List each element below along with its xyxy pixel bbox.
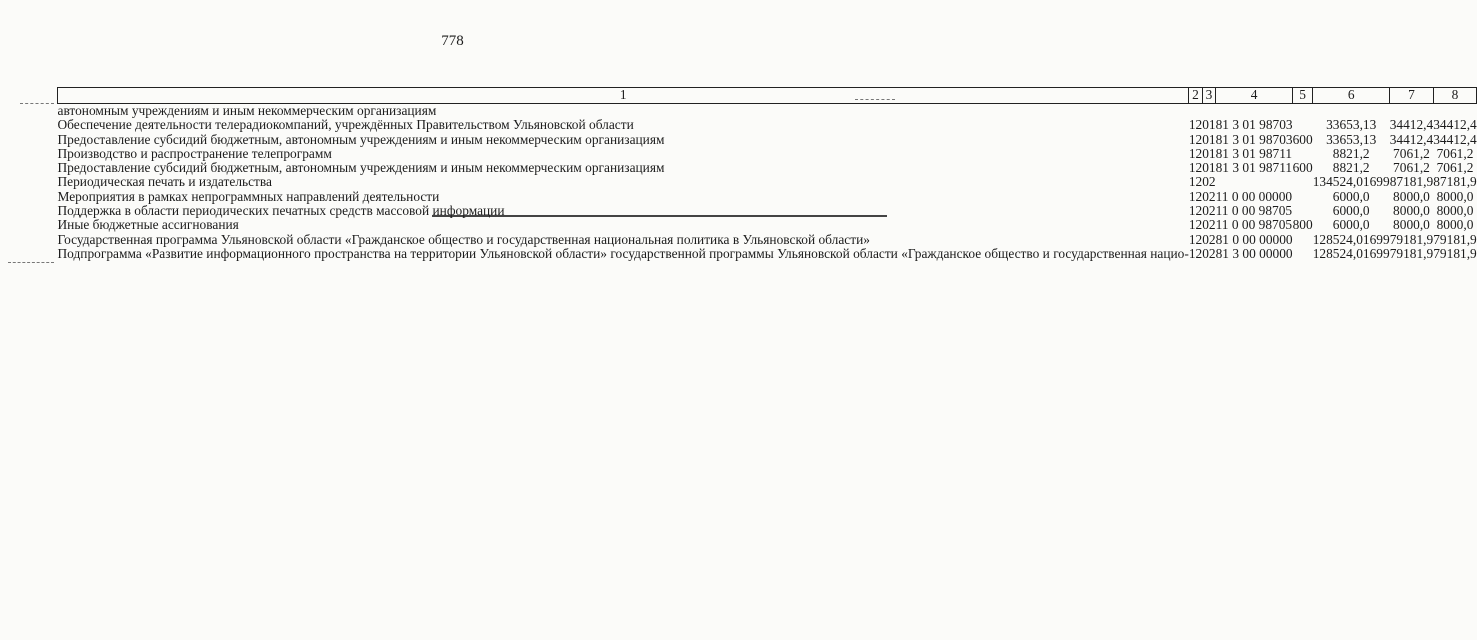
table-row	[58, 175, 1477, 189]
row-section: 12	[1188, 160, 1203, 176]
page-number: 778	[441, 33, 464, 49]
table-row	[58, 147, 1477, 161]
row-amount-2	[1390, 104, 1434, 119]
row-amount-2: 7061,2	[1393, 145, 1430, 161]
row-name: Предоставление субсидий бюджетным, автономным учреждениям и иным некоммерческим организациям	[57, 160, 665, 176]
row-target-code: 81 3 01 98703	[1215, 117, 1293, 133]
row-amount-3: 8000,0	[1436, 217, 1474, 233]
table-row	[58, 161, 1477, 175]
row-section: 12	[1188, 174, 1203, 190]
table-row	[58, 204, 1477, 218]
row-amount-2: 79181,9	[1389, 231, 1434, 247]
row-section: 12	[1188, 203, 1203, 219]
row-amount-2: 79181,9	[1389, 245, 1434, 261]
row-section: 12	[1188, 217, 1203, 233]
header-row	[58, 88, 1477, 104]
header-col-8: 8	[1433, 88, 1477, 104]
table-row	[58, 218, 1477, 232]
row-amount-3: 34412,4	[1433, 117, 1477, 133]
row-name: автономным учреждениям и иным некоммерческим организациям	[57, 103, 437, 118]
row-subsection: 02	[1202, 188, 1216, 204]
row-subsection: 02	[1202, 231, 1216, 247]
row-section: 12	[1188, 245, 1203, 261]
table-row	[58, 233, 1477, 247]
row-expense-type	[1293, 247, 1313, 261]
row-expense-type	[1293, 233, 1313, 247]
header-col-5: 5	[1293, 88, 1313, 104]
row-subsection: 02	[1202, 203, 1216, 219]
row-amount-1: 6000,0	[1332, 217, 1370, 233]
row-name: Периодическая печать и издательства	[57, 174, 272, 190]
header-col-7: 7	[1390, 88, 1434, 104]
row-subsection: 01	[1202, 160, 1216, 176]
row-name: Мероприятия в рамках непрограммных направлений деятельности	[57, 188, 440, 204]
row-section: 12	[1188, 231, 1203, 247]
row-amount-1: 6000,0	[1332, 203, 1370, 219]
row-target-code: 81 3 00 00000	[1215, 245, 1293, 261]
row-subsection: 01	[1202, 131, 1216, 147]
row-amount-3: 8000,0	[1436, 188, 1474, 204]
table-row	[58, 133, 1477, 147]
row-amount-1: 134524,01699	[1312, 174, 1390, 190]
row-subsection: 01	[1202, 145, 1216, 161]
row-section	[1189, 104, 1202, 119]
row-amount-1: 8821,2	[1332, 145, 1370, 161]
row-amount-3: 7061,2	[1436, 160, 1474, 176]
row-amount-3: 87181,9	[1433, 174, 1477, 190]
row-expense-type: 600	[1292, 160, 1313, 176]
row-expense-type	[1293, 190, 1313, 204]
row-target-code: 11 0 00 98705	[1215, 217, 1293, 233]
table-row	[58, 247, 1477, 261]
row-amount-2: 8000,0	[1393, 217, 1430, 233]
row-name: Поддержка в области периодических печатных средств массовой информации	[57, 203, 505, 219]
row-name: Обеспечение деятельности телерадиокомпаний, учреждённых Правительством Ульяновской области	[57, 117, 634, 133]
row-expense-type	[1293, 147, 1313, 161]
table-row	[58, 190, 1477, 204]
row-section: 12	[1188, 117, 1203, 133]
header-col-3: 3	[1202, 88, 1215, 104]
row-name: Государственная программа Ульяновской области «Гражданское общество и государственная национальная политика в Ульяновской области»	[57, 231, 870, 247]
row-subsection: 02	[1202, 245, 1216, 261]
row-amount-1: 128524,01699	[1312, 231, 1390, 247]
row-subsection: 02	[1202, 217, 1216, 233]
header-col-1: 1	[58, 88, 1189, 104]
table-row	[58, 118, 1477, 132]
row-amount-2: 87181,9	[1389, 174, 1434, 190]
scan-artifact	[20, 103, 54, 105]
row-target-code: 81 0 00 00000	[1215, 231, 1293, 247]
row-amount-3: 8000,0	[1436, 203, 1474, 219]
table-body	[58, 104, 1477, 262]
row-expense-type	[1293, 104, 1313, 119]
row-amount-2: 34412,4	[1389, 131, 1434, 147]
row-subsection: 02	[1202, 174, 1216, 190]
row-subsection	[1202, 104, 1215, 119]
budget-table	[57, 87, 1477, 261]
table-row	[58, 104, 1477, 119]
row-section: 12	[1188, 131, 1203, 147]
row-amount-1: 33653,13	[1326, 131, 1377, 147]
header-col-2: 2	[1189, 88, 1202, 104]
row-target-code: 81 3 01 98703	[1215, 131, 1293, 147]
row-expense-type	[1293, 118, 1313, 132]
row-name: Иные бюджетные ассигнования	[57, 217, 239, 233]
row-expense-type	[1293, 175, 1313, 189]
row-subsection: 01	[1202, 117, 1216, 133]
row-amount-1	[1313, 104, 1390, 119]
row-amount-2: 7061,2	[1393, 160, 1430, 176]
row-target-code: 11 0 00 00000	[1215, 188, 1293, 204]
row-amount-3	[1433, 104, 1477, 119]
header-col-4: 4	[1216, 88, 1293, 104]
row-amount-1: 128524,01699	[1312, 245, 1390, 261]
row-amount-1: 6000,0	[1332, 188, 1370, 204]
row-amount-2: 8000,0	[1393, 188, 1430, 204]
header-col-6: 6	[1313, 88, 1390, 104]
row-amount-2: 34412,4	[1389, 117, 1434, 133]
scan-artifact	[8, 262, 54, 264]
row-amount-1: 8821,2	[1332, 160, 1370, 176]
row-target-code: 11 0 00 98705	[1215, 203, 1293, 219]
row-name: Подпрограмма «Развитие информационного пространства на территории Ульяновской области» государственной программы Ульяновской области «Гражданское общество и государственная нацио-	[57, 245, 1189, 261]
row-expense-type	[1293, 204, 1313, 218]
row-expense-type: 800	[1292, 217, 1313, 233]
row-amount-1: 33653,13	[1326, 117, 1377, 133]
row-name: Предоставление субсидий бюджетным, автономным учреждениям и иным некоммерческим организациям	[57, 131, 665, 147]
row-target-code: 81 3 01 98711	[1215, 160, 1293, 176]
row-target-code	[1216, 175, 1293, 189]
row-target-code: 81 3 01 98711	[1215, 145, 1293, 161]
row-amount-2: 8000,0	[1393, 203, 1430, 219]
row-section: 12	[1188, 188, 1203, 204]
row-amount-3: 34412,4	[1433, 131, 1477, 147]
row-expense-type: 600	[1292, 131, 1313, 147]
row-section: 12	[1188, 145, 1203, 161]
row-target-code	[1216, 104, 1293, 119]
row-amount-3: 7061,2	[1436, 145, 1474, 161]
row-amount-3: 79181,9	[1433, 245, 1477, 261]
row-name: Производство и распространение телепрограмм	[57, 145, 332, 161]
row-amount-3: 79181,9	[1433, 231, 1477, 247]
